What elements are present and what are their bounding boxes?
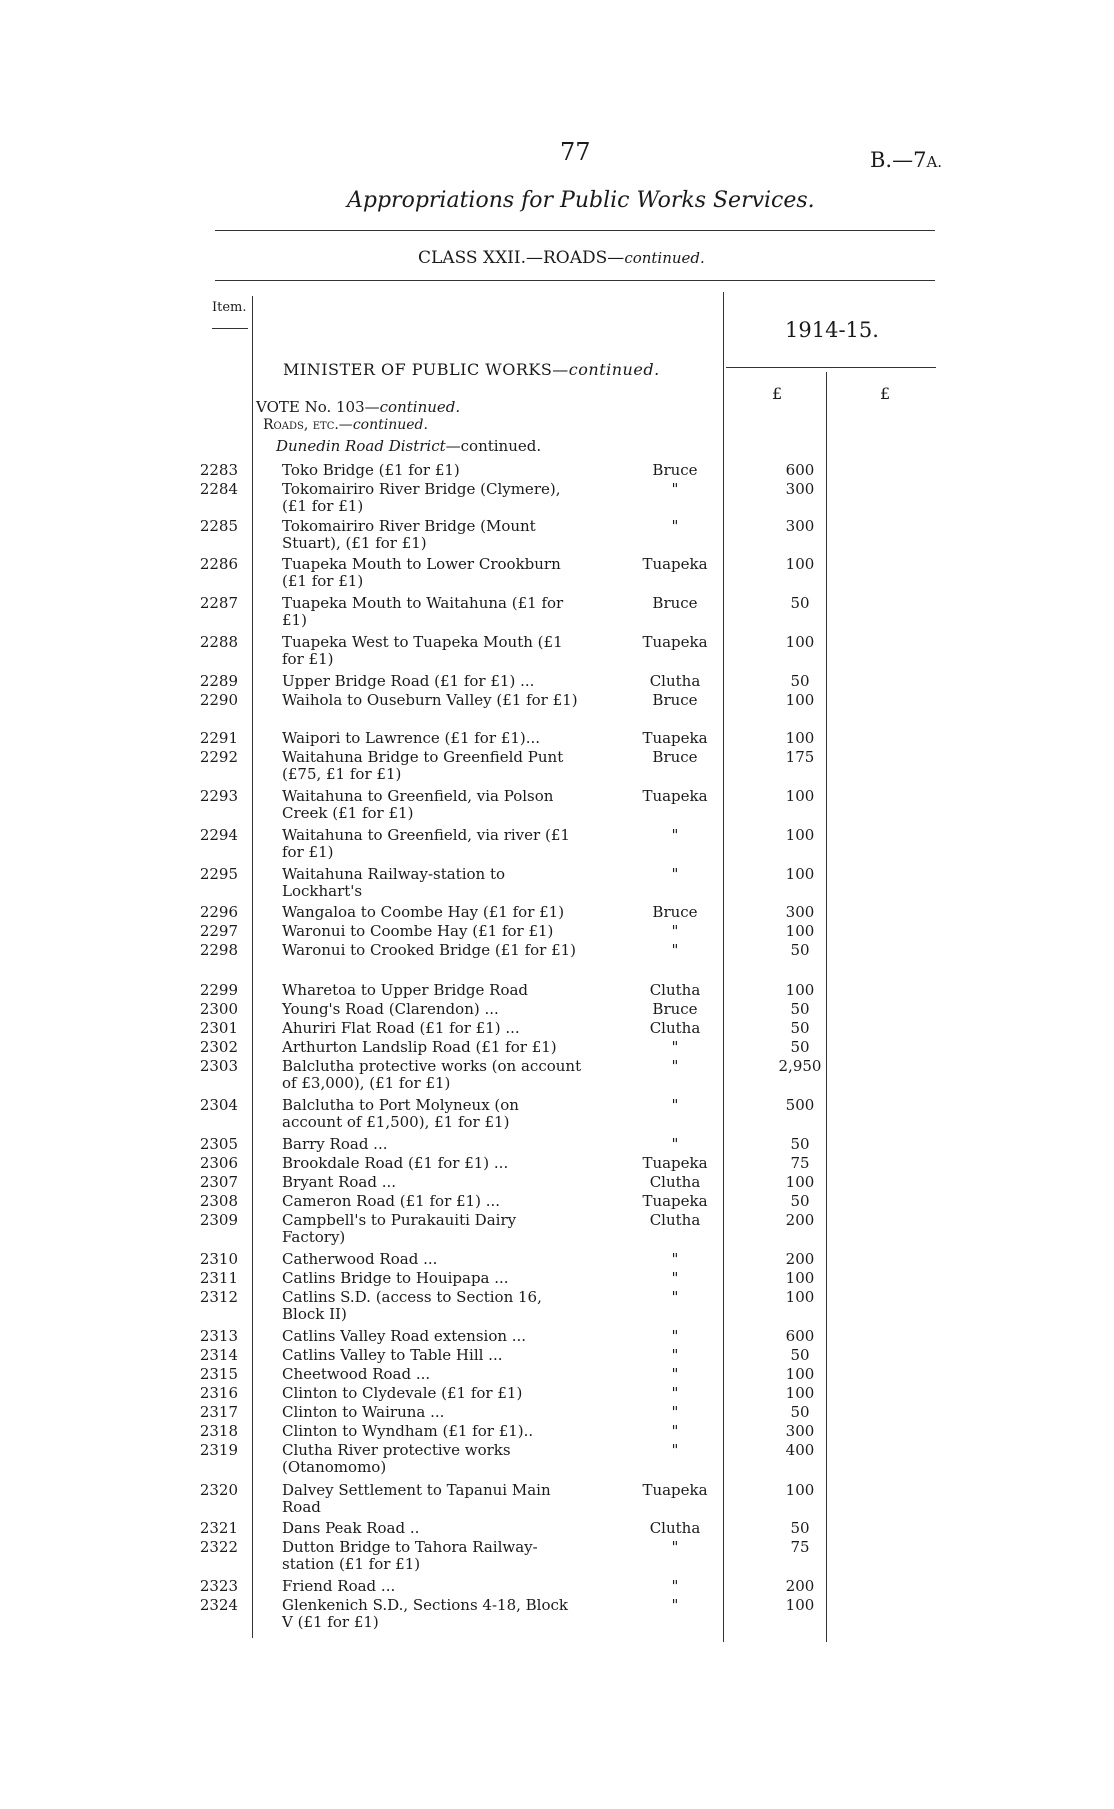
item-description: Waitahuna to Greenfield, via river (£1 for £1)	[282, 826, 570, 861]
item-number: 2296	[199, 903, 238, 921]
item-amount: 100	[785, 1481, 815, 1499]
item-description: Glenkenich S.D., Sections 4-18, Block V (£1 for £1)	[282, 1596, 568, 1631]
item-number: 2307	[199, 1173, 238, 1191]
item-amount: 400	[785, 1441, 815, 1459]
item-amount: 100	[785, 787, 815, 805]
item-amount: 100	[785, 1365, 815, 1383]
item-district: "	[671, 865, 679, 883]
item-description: Ahuriri Flat Road (£1 for £1) ...	[282, 1019, 520, 1037]
item-district: Tuapeka	[642, 555, 708, 573]
item-district: Clutha	[649, 981, 701, 999]
item-description: Dans Peak Road ..	[282, 1519, 420, 1537]
item-number: 2308	[199, 1192, 238, 1210]
item-amount: 100	[785, 1288, 815, 1306]
item-number: 2292	[199, 748, 238, 766]
item-description: Clinton to Wyndham (£1 for £1)..	[282, 1422, 534, 1440]
item-amount: 300	[785, 480, 815, 498]
item-district: Clutha	[649, 1519, 701, 1537]
item-amount: 50	[790, 1000, 810, 1018]
item-district: "	[671, 922, 679, 940]
item-number: 2301	[199, 1019, 238, 1037]
item-district: Bruce	[652, 461, 698, 479]
item-district: Tuapeka	[642, 633, 708, 651]
item-description: Bryant Road ...	[282, 1173, 397, 1191]
item-description: Young's Road (Clarendon) ...	[282, 1000, 499, 1018]
item-district: "	[671, 1135, 679, 1153]
class-heading-cont: continued.	[624, 249, 705, 267]
roads-heading-main: Roads, etc.—	[263, 417, 353, 433]
item-amount: 50	[790, 1346, 810, 1364]
item-amount: 500	[785, 1096, 815, 1114]
page-title: Appropriations for Public Works Services.	[347, 188, 815, 213]
district-heading	[276, 437, 541, 455]
item-amount: 50	[790, 941, 810, 959]
item-description: Balclutha to Port Molyneux (on account of £1,500), £1 for £1)	[282, 1096, 519, 1131]
item-district: Clutha	[649, 1211, 701, 1229]
item-district: "	[671, 1288, 679, 1306]
item-amount: 100	[785, 729, 815, 747]
item-number: 2289	[199, 672, 238, 690]
doc-ref-suffix: A.	[926, 153, 943, 171]
item-amount: 50	[790, 594, 810, 612]
item-description: Catlins Valley to Table Hill ...	[282, 1346, 503, 1364]
item-number: 2288	[199, 633, 238, 651]
item-district: "	[671, 1269, 679, 1287]
document-reference	[870, 148, 942, 172]
item-description: Catherwood Road ...	[282, 1250, 438, 1268]
item-amount: 200	[785, 1211, 815, 1229]
item-number: 2295	[199, 865, 238, 883]
item-description: Arthurton Landslip Road (£1 for £1)	[282, 1038, 557, 1056]
item-amount: 50	[790, 1403, 810, 1421]
item-number: 2302	[199, 1038, 238, 1056]
item-description: Clinton to Clydevale (£1 for £1)	[282, 1384, 523, 1402]
item-description: Waitahuna Railway-station to Lockhart's	[282, 865, 506, 900]
item-district: Tuapeka	[642, 1154, 708, 1172]
item-number: 2320	[199, 1481, 238, 1499]
item-number: 2303	[199, 1057, 238, 1075]
item-description: Catlins S.D. (access to Section 16, Block II)	[282, 1288, 542, 1323]
item-description: Waihola to Ouseburn Valley (£1 for £1)	[282, 691, 578, 709]
item-amount: 50	[790, 1019, 810, 1037]
item-description: Wharetoa to Upper Bridge Road	[282, 981, 529, 999]
item-number: 2306	[199, 1154, 238, 1172]
minister-heading-cont: continued.	[568, 360, 660, 379]
item-amount: 100	[785, 826, 815, 844]
item-number: 2284	[199, 480, 238, 498]
item-description: Tuapeka Mouth to Lower Crookburn (£1 for £1)	[282, 555, 561, 590]
doc-ref-main: B.—7	[870, 148, 927, 172]
vote-heading-main: VOTE No. 103—	[256, 398, 380, 416]
item-number: 2324	[199, 1596, 238, 1614]
item-description: Clutha River protective works (Otanomomo)	[282, 1441, 511, 1476]
item-column-header: Item.	[212, 300, 247, 315]
item-district: Bruce	[652, 748, 698, 766]
item-description: Dalvey Settlement to Tapanui Main Road	[282, 1481, 551, 1516]
item-amount: 300	[785, 517, 815, 535]
item-amount: 100	[785, 555, 815, 573]
item-number: 2310	[199, 1250, 238, 1268]
item-number: 2293	[199, 787, 238, 805]
item-description: Cameron Road (£1 for £1) ...	[282, 1192, 501, 1210]
item-amount: 50	[790, 1038, 810, 1056]
item-header-rule	[212, 328, 248, 329]
item-number: 2290	[199, 691, 238, 709]
item-amount: 200	[785, 1577, 815, 1595]
item-number: 2294	[199, 826, 238, 844]
item-district: "	[671, 1057, 679, 1075]
item-district: "	[671, 1365, 679, 1383]
item-amount: 100	[785, 981, 815, 999]
item-number: 2312	[199, 1288, 238, 1306]
page-number: 77	[560, 138, 591, 166]
item-number: 2316	[199, 1384, 238, 1402]
item-number: 2297	[199, 922, 238, 940]
item-district: "	[671, 826, 679, 844]
item-amount: 600	[785, 461, 815, 479]
item-number: 2321	[199, 1519, 238, 1537]
item-description: Balclutha protective works (on account of £3,000), (£1 for £1)	[282, 1057, 582, 1092]
district-heading-main: Dunedin Road District	[276, 437, 446, 455]
item-district: Tuapeka	[642, 1481, 708, 1499]
item-description: Brookdale Road (£1 for £1) ...	[282, 1154, 509, 1172]
year-column-header: 1914-15.	[785, 318, 879, 342]
item-description: Waronui to Crooked Bridge (£1 for £1)	[282, 941, 577, 959]
item-district: "	[671, 1327, 679, 1345]
currency-label-1: £	[772, 384, 783, 403]
item-district: "	[671, 1346, 679, 1364]
item-amount: 100	[785, 922, 815, 940]
item-district: "	[671, 1596, 679, 1614]
item-description: Waitahuna Bridge to Greenfield Punt (£75, £1 for £1)	[282, 748, 564, 783]
item-amount: 200	[785, 1250, 815, 1268]
item-amount: 100	[785, 1384, 815, 1402]
item-description: Dutton Bridge to Tahora Railway-station (£1 for £1)	[282, 1538, 538, 1573]
item-number: 2317	[199, 1403, 238, 1421]
item-district: "	[671, 1250, 679, 1268]
item-district: "	[671, 480, 679, 498]
item-district: "	[671, 1096, 679, 1114]
item-number: 2315	[199, 1365, 238, 1383]
item-description: Cheetwood Road ...	[282, 1365, 431, 1383]
item-description: Catlins Valley Road extension ...	[282, 1327, 527, 1345]
item-district: "	[671, 1441, 679, 1459]
item-district: Tuapeka	[642, 729, 708, 747]
item-district: Clutha	[649, 1173, 701, 1191]
item-number: 2299	[199, 981, 238, 999]
item-description: Clinton to Wairuna ...	[282, 1403, 445, 1421]
year-rule	[726, 367, 936, 368]
vote-heading	[256, 398, 460, 416]
item-description: Upper Bridge Road (£1 for £1) ...	[282, 672, 535, 690]
item-amount: 300	[785, 903, 815, 921]
item-description: Tuapeka Mouth to Waitahuna (£1 for £1)	[282, 594, 564, 629]
item-amount: 75	[790, 1154, 810, 1172]
item-description: Catlins Bridge to Houipapa ...	[282, 1269, 509, 1287]
item-amount: 175	[785, 748, 815, 766]
item-amount: 50	[790, 672, 810, 690]
item-district: Bruce	[652, 903, 698, 921]
item-amount: 100	[785, 865, 815, 883]
item-district: "	[671, 1538, 679, 1556]
item-description: Campbell's to Purakauiti Dairy Factory)	[282, 1211, 517, 1246]
item-number: 2286	[199, 555, 238, 573]
item-number: 2318	[199, 1422, 238, 1440]
class-rule	[215, 280, 935, 281]
item-description: Tokomairiro River Bridge (Mount Stuart), (£1 for £1)	[282, 517, 536, 552]
item-district: Clutha	[649, 1019, 701, 1037]
currency-label-2: £	[880, 384, 891, 403]
item-number: 2319	[199, 1441, 238, 1459]
item-number: 2309	[199, 1211, 238, 1229]
item-number: 2291	[199, 729, 238, 747]
item-district: Clutha	[649, 672, 701, 690]
item-district: "	[671, 517, 679, 535]
item-amount: 100	[785, 633, 815, 651]
roads-heading	[263, 417, 428, 433]
item-district: "	[671, 1403, 679, 1421]
item-description: Wangaloa to Coombe Hay (£1 for £1)	[282, 903, 565, 921]
class-heading	[418, 248, 705, 268]
vote-heading-cont: continued.	[379, 398, 461, 416]
item-description: Waronui to Coombe Hay (£1 for £1)	[282, 922, 554, 940]
item-description: Tuapeka West to Tuapeka Mouth (£1 for £1)	[282, 633, 563, 668]
item-district: Bruce	[652, 594, 698, 612]
item-number: 2314	[199, 1346, 238, 1364]
item-number: 2298	[199, 941, 238, 959]
item-number: 2323	[199, 1577, 238, 1595]
item-amount: 50	[790, 1519, 810, 1537]
item-district: Bruce	[652, 691, 698, 709]
item-district: "	[671, 1384, 679, 1402]
item-number: 2287	[199, 594, 238, 612]
item-district: Tuapeka	[642, 787, 708, 805]
item-amount: 50	[790, 1192, 810, 1210]
item-district: "	[671, 1577, 679, 1595]
item-description: Waitahuna to Greenfield, via Polson Creek (£1 for £1)	[282, 787, 554, 822]
item-description: Friend Road ...	[282, 1577, 396, 1595]
district-heading-cont: —continued.	[445, 437, 542, 455]
item-amount: 50	[790, 1135, 810, 1153]
item-description: Waipori to Lawrence (£1 for £1)...	[282, 729, 541, 747]
item-district: "	[671, 1038, 679, 1056]
item-number: 2305	[199, 1135, 238, 1153]
item-number: 2285	[199, 517, 238, 535]
item-amount: 300	[785, 1422, 815, 1440]
title-rule	[215, 230, 935, 231]
item-amount: 75	[790, 1538, 810, 1556]
item-amount: 100	[785, 1596, 815, 1614]
item-amount: 100	[785, 1269, 815, 1287]
item-district: Bruce	[652, 1000, 698, 1018]
item-number: 2300	[199, 1000, 238, 1018]
class-heading-main: CLASS XXII.—ROADS—	[418, 248, 625, 268]
item-description: Barry Road ...	[282, 1135, 388, 1153]
item-column-rule	[252, 296, 253, 1638]
item-number: 2304	[199, 1096, 238, 1114]
item-number: 2322	[199, 1538, 238, 1556]
roads-heading-cont: continued.	[352, 417, 428, 433]
item-district: "	[671, 1422, 679, 1440]
minister-heading	[283, 360, 660, 379]
item-description: Toko Bridge (£1 for £1)	[282, 461, 460, 479]
minister-heading-main: MINISTER OF PUBLIC WORKS—	[283, 360, 569, 379]
item-amount: 100	[785, 1173, 815, 1191]
item-description: Tokomairiro River Bridge (Clymere), (£1 for £1)	[282, 480, 561, 515]
item-amount: 600	[785, 1327, 815, 1345]
item-district: "	[671, 941, 679, 959]
item-number: 2283	[199, 461, 238, 479]
item-district: Tuapeka	[642, 1192, 708, 1210]
item-amount: 100	[785, 691, 815, 709]
item-number: 2311	[199, 1269, 238, 1287]
item-amount: 2,950	[778, 1057, 822, 1075]
item-number: 2313	[199, 1327, 238, 1345]
